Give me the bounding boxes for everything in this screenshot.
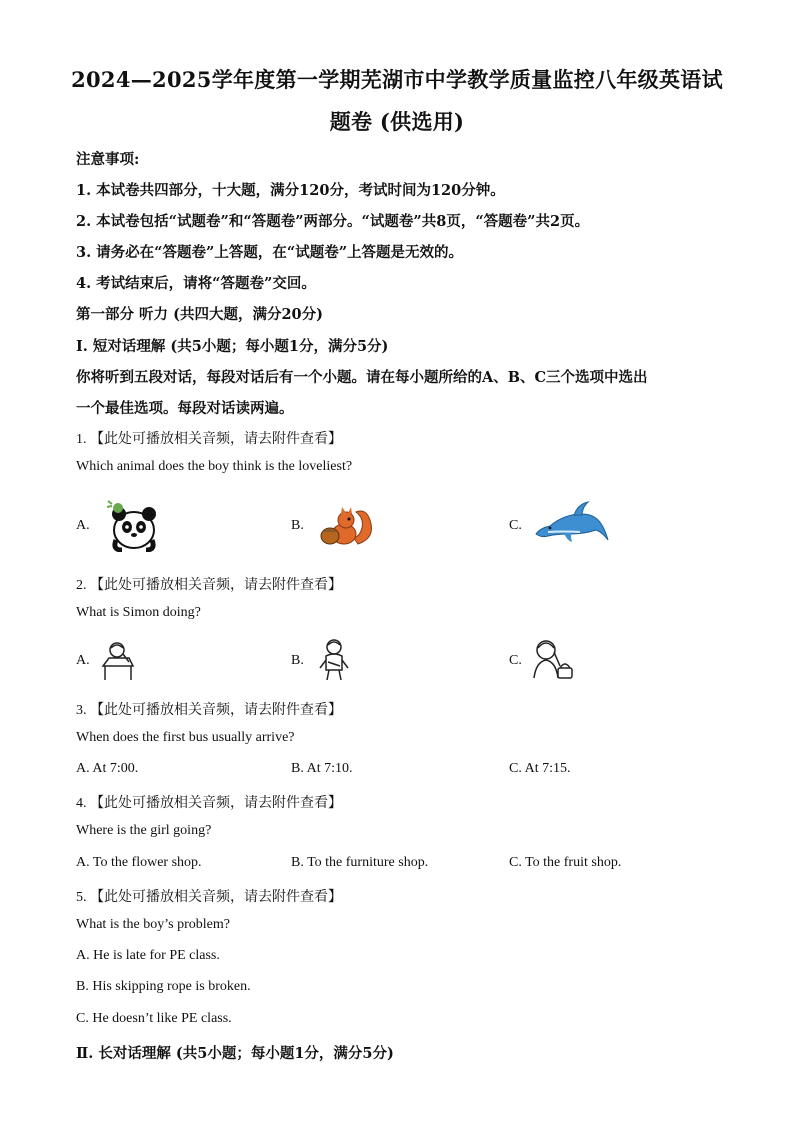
question-4-audio-marker: 4. 【此处可播放相关音频，请去附件查看】 (76, 796, 342, 811)
q3-option-c (509, 761, 570, 777)
boy-exercising-icon (316, 638, 352, 686)
question-3-audio-marker: 3. 【此处可播放相关音频，请去附件查看】 (76, 703, 342, 718)
note-item-1: 1. 本试卷共四部分，十大题，满分120分，考试时间为120分钟。 (76, 182, 505, 199)
question-1-text: Which animal does the boy think is the loveliest? (76, 459, 353, 474)
exam-title-line2: 题卷 (供选用) (329, 109, 465, 134)
q3-option-c-text: At 7:15. (524, 761, 571, 776)
q3-option-c-label: C. (509, 761, 522, 776)
q3-option-a-label: A. (76, 761, 90, 776)
q2-option-c-label: C. (509, 653, 522, 668)
q4-option-a-text: To the flower shop. (92, 855, 202, 870)
q4-option-b-label: B. (291, 855, 304, 870)
panda-icon (104, 500, 164, 556)
q5-option-b (76, 979, 251, 995)
q5-option-c (76, 1011, 232, 1027)
q1-option-c-label: C. (509, 518, 522, 533)
q4-option-a (76, 855, 202, 871)
note-item-4: 4. 考试结束后，请将“答题卷”交回。 (76, 275, 316, 292)
q3-option-b (291, 761, 352, 777)
q1-option-b-label: B. (291, 518, 304, 533)
question-5-audio-marker: 5. 【此处可播放相关音频，请去附件查看】 (76, 890, 342, 905)
question-1-audio-marker: 1. 【此处可播放相关音频，请去附件查看】 (76, 432, 342, 447)
q4-option-a-label: A. (76, 855, 90, 870)
q3-option-a (76, 761, 138, 777)
question-5-text: What is the boy’s problem? (76, 917, 230, 932)
exam-title-line1: 2024—2025学年度第一学期芜湖市中学教学质量监控八年级英语试 (71, 67, 723, 92)
question-2-audio-marker: 2. 【此处可播放相关音频，请去附件查看】 (76, 578, 342, 593)
q5-option-c-text: He doesn’t like PE class. (92, 1011, 232, 1026)
q4-option-c-text: To the fruit shop. (525, 855, 622, 870)
q5-option-a-label: A. (76, 948, 90, 963)
q4-option-b (291, 855, 428, 871)
part1-heading: 第一部分 听力 (共四大题，满分20分) (76, 306, 323, 323)
squirrel-icon (318, 504, 376, 550)
section1-heading: Ⅰ. 短对话理解 (共5小题；每小题1分，满分5分) (76, 338, 389, 355)
q3-option-b-label: B. (291, 761, 304, 776)
q5-option-b-label: B. (76, 979, 89, 994)
q4-option-b-text: To the furniture shop. (307, 855, 429, 870)
q3-option-b-text: At 7:10. (306, 761, 353, 776)
instructions-line1: 你将听到五段对话，每段对话后有一个小题。请在每小题所给的A、B、C三个选项中选出 (76, 369, 648, 386)
q2-option-a-label: A. (76, 653, 90, 668)
instructions-line2: 一个最佳选项。每段对话读两遍。 (76, 400, 294, 417)
question-2-text: What is Simon doing? (76, 605, 201, 620)
note-item-2: 2. 本试卷包括“试题卷”和“答题卷”两部分。“试题卷”共8页，“答题卷”共2页。 (76, 213, 590, 230)
boy-with-telephone-icon (530, 638, 576, 686)
q4-option-c-label: C. (509, 855, 522, 870)
question-3-text: When does the first bus usually arrive? (76, 730, 295, 745)
note-item-3: 3. 请务必在“答题卷”上答题，在“试题卷”上答题是无效的。 (76, 244, 464, 261)
notes-heading: 注意事项: (76, 151, 140, 168)
q3-option-a-text: At 7:00. (92, 761, 139, 776)
q4-option-c (509, 855, 621, 871)
q5-option-a (76, 948, 220, 964)
boy-at-desk-icon (99, 640, 141, 686)
section2-heading: Ⅱ. 长对话理解 (共5小题；每小题1分，满分5分) (76, 1045, 394, 1062)
q2-option-b-label: B. (291, 653, 304, 668)
q5-option-c-label: C. (76, 1011, 89, 1026)
dolphin-icon (534, 500, 612, 548)
question-4-text: Where is the girl going? (76, 823, 212, 838)
q1-option-a-label: A. (76, 518, 90, 533)
q5-option-b-text: His skipping rope is broken. (92, 979, 251, 994)
q5-option-a-text: He is late for PE class. (93, 948, 220, 963)
